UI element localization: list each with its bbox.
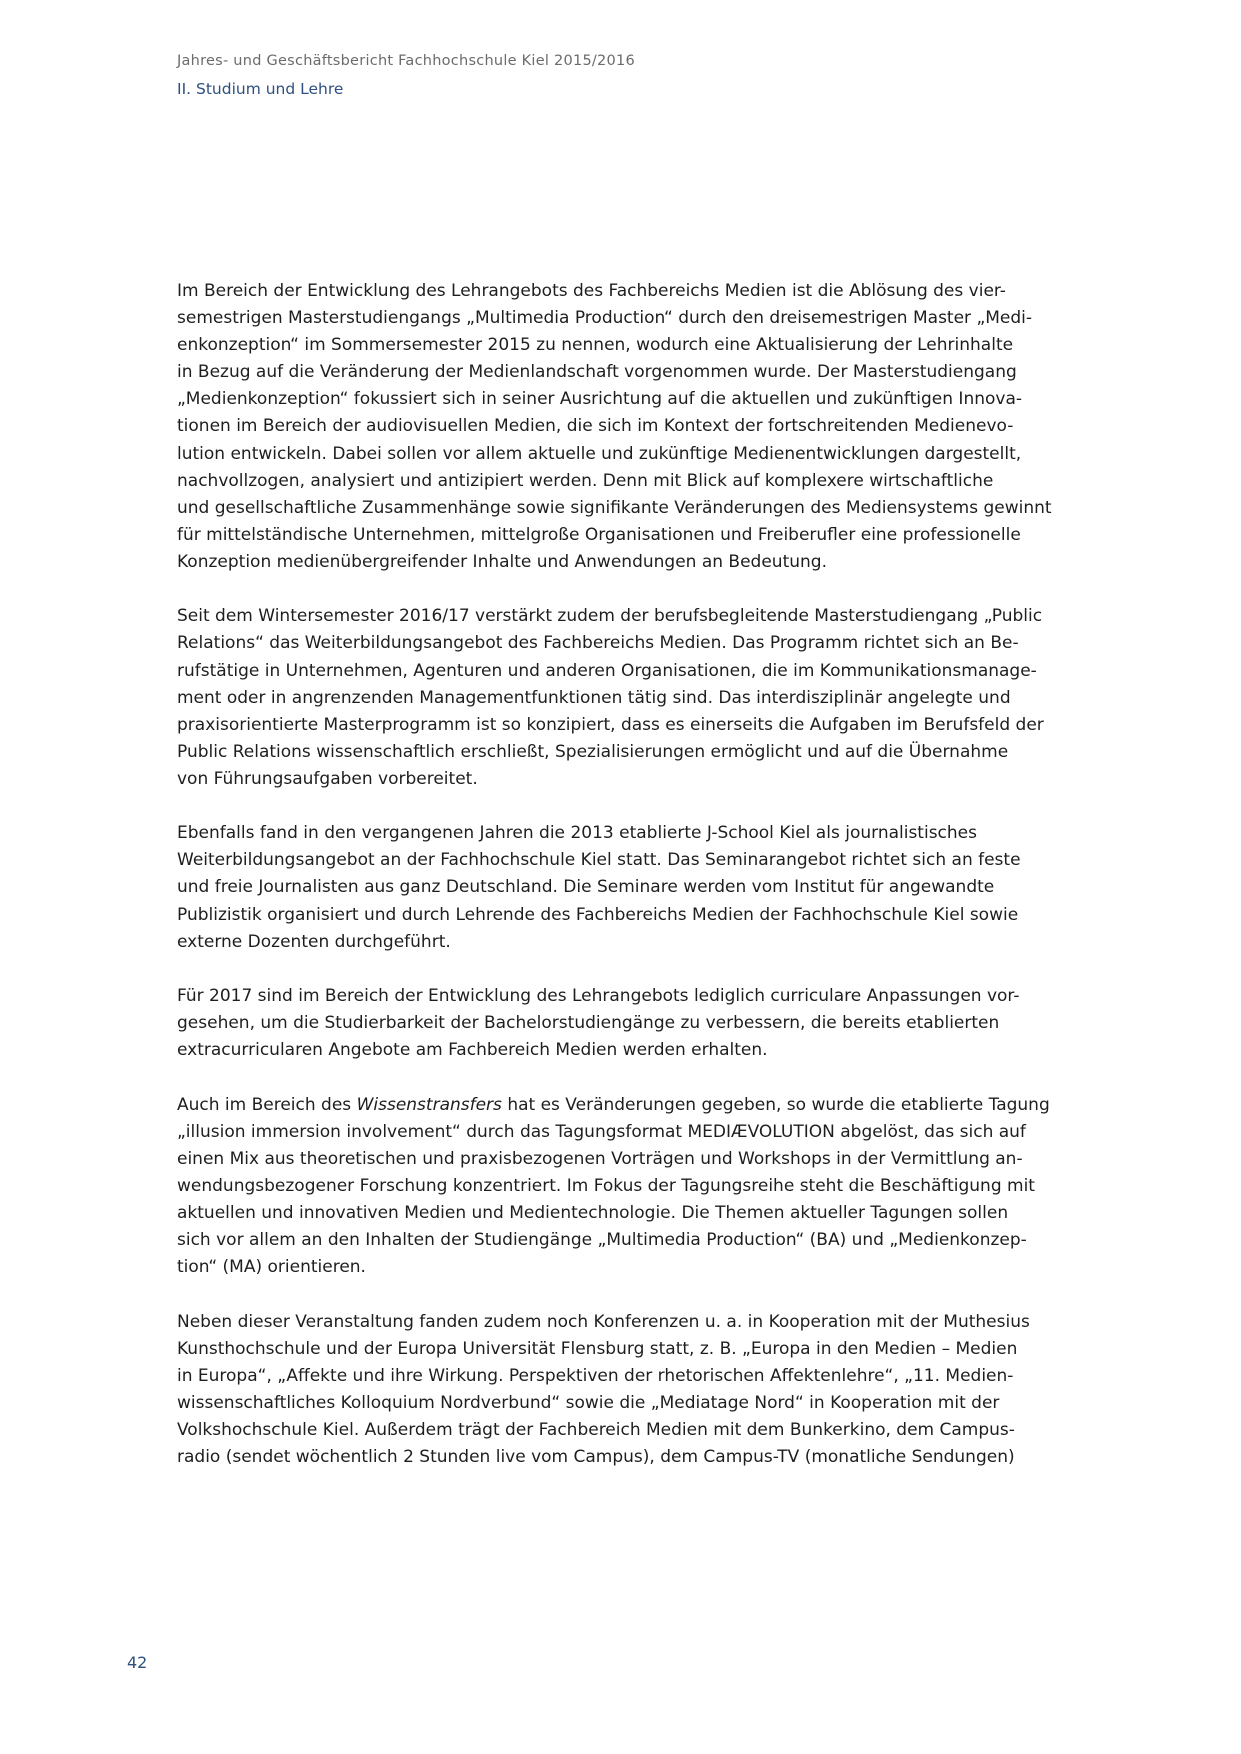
text-line: in Europa“, „Affekte und ihre Wirkung. Perspektiven der rhetorischen Affektenlehre“, „11. Medien- (177, 1365, 1014, 1386)
text-line: Weiterbildungsangebot an der Fachhochschule Kiel statt. Das Seminarangebot richtet sich an feste (177, 850, 1021, 871)
paragraph-j-school (177, 820, 1021, 955)
text-line: semestrigen Masterstudiengangs „Multimedia Production“ durch den dreisemestrigen Master „Medi- (177, 308, 1033, 329)
body-text (177, 278, 1052, 1498)
paragraph-wissenstransfer (177, 1092, 1050, 1282)
text-line: sich vor allem an den Inhalten der Studiengänge „Multimedia Production“ (BA) und „Medienkonzep- (177, 1230, 1027, 1251)
text-line: Public Relations wissenschaftlich erschließt, Spezialisierungen ermöglicht und auf die Übernahme (177, 741, 1009, 762)
text-line: Neben dieser Veranstaltung fanden zudem noch Konferenzen u. a. in Kooperation mit der Muthesius (177, 1311, 1030, 1332)
text-line: „Medienkonzeption“ fokussiert sich in seiner Ausrichtung auf die aktuellen und zukünftigen Innova- (177, 389, 1023, 410)
text-line: tionen im Bereich der audiovisuellen Medien, die sich im Kontext der fortschreitenden Medienevo- (177, 416, 1014, 437)
text-line: Für 2017 sind im Bereich der Entwicklung des Lehrangebots lediglich curriculare Anpassungen vor- (177, 986, 1020, 1007)
text-line: wissenschaftliches Kolloquium Nordverbund“ sowie die „Mediatage Nord“ in Kooperation mit der (177, 1392, 1000, 1413)
paragraph-konferenzen (177, 1309, 1030, 1472)
text-line: Im Bereich der Entwicklung des Lehrangebots des Fachbereichs Medien ist die Ablösung des vier- (177, 281, 1006, 301)
text-line: enkonzeption“ im Sommersemester 2015 zu nennen, wodurch eine Aktualisierung der Lehrinhalte (177, 335, 1014, 356)
text-line: Konzeption medienübergreifender Inhalte und Anwendungen an Bedeutung. (177, 551, 827, 572)
text-line: Relations“ das Weiterbildungsangebot des Fachbereichs Medien. Das Programm richtet sich an Be- (177, 633, 1019, 654)
text-run: hat es Veränderungen gegeben, so wurde die etablierte Tagung (501, 1094, 1050, 1115)
text-line: einen Mix aus theoretischen und praxisbezogenen Vorträgen und Workshops in der Vermittlung an- (177, 1148, 1023, 1169)
paragraph-2017 (177, 983, 1020, 1064)
running-header-report-title: Jahres- und Geschäftsbericht Fachhochschule Kiel 2015/2016 (177, 53, 635, 69)
text-line: ment oder in angrenzenden Managementfunktionen tätig sind. Das interdisziplinär angelegte und (177, 687, 1011, 708)
text-line: Ebenfalls fand in den vergangenen Jahren die 2013 etablierte J-School Kiel als journalistisches (177, 823, 977, 844)
text-line: Publizistik organisiert und durch Lehrende des Fachbereichs Medien der Fachhochschule Kiel sowie (177, 904, 1019, 925)
text-line: für mittelständische Unternehmen, mittelgroße Organisationen und Freiberufler eine professionelle (177, 524, 1021, 545)
text-line: rufstätige in Unternehmen, Agenturen und anderen Organisationen, die im Kommunikationsmanage- (177, 660, 1037, 681)
text-line: „illusion immersion involvement“ durch das Tagungsformat MEDIÆVOLUTION abgelöst, das sich auf (177, 1121, 1026, 1142)
text-line: wendungsbezogener Forschung konzentriert. Im Fokus der Tagungsreihe steht die Beschäftigung mit (177, 1175, 1035, 1196)
running-header-section-title: II. Studium und Lehre (177, 80, 344, 98)
text-line: gesehen, um die Studierbarkeit der Bachelorstudiengänge zu verbessern, die bereits etablierten (177, 1013, 1000, 1034)
text-line: radio (sendet wöchentlich 2 Stunden live vom Campus), dem Campus-TV (monatliche Sendungen) (177, 1447, 1015, 1468)
text-line: in Bezug auf die Veränderung der Medienlandschaft vorgenommen wurde. Der Masterstudiengang (177, 362, 1017, 383)
text-line: Seit dem Wintersemester 2016/17 verstärkt zudem der berufsbegleitende Masterstudiengang „Public (177, 606, 1043, 627)
paragraph-public-relations (177, 603, 1044, 793)
text-line (177, 1092, 1050, 1119)
text-line: von Führungsaufgaben vorbereitet. (177, 768, 478, 789)
text-line: aktuellen und innovativen Medien und Medientechnologie. Die Themen aktueller Tagungen sollen (177, 1203, 1009, 1223)
text-line: nachvollzogen, analysiert und antizipiert werden. Denn mit Blick auf komplexere wirtschaftliche (177, 470, 994, 491)
text-line: Kunsthochschule und der Europa Universität Flensburg statt, z. B. „Europa in den Medien – Medien (177, 1338, 1018, 1359)
text-line: extracurricularen Angebote am Fachbereich Medien werden erhalten. (177, 1040, 768, 1061)
text-line: lution entwickeln. Dabei sollen vor allem aktuelle und zukünftige Medienentwicklungen dargestellt, (177, 443, 1022, 464)
text-line: und freie Journalisten aus ganz Deutschland. Die Seminare werden vom Institut für angewandte (177, 877, 995, 898)
text-line: praxisorientierte Masterprogramm ist so konzipiert, dass es einerseits die Aufgaben im Berufsfeld der (177, 714, 1044, 735)
text-line: Volkshochschule Kiel. Außerdem trägt der Fachbereich Medien mit dem Bunkerkino, dem Campus- (177, 1419, 1015, 1440)
text-line: externe Dozenten durchgeführt. (177, 931, 451, 952)
text-run: Auch im Bereich des (177, 1094, 357, 1115)
emphasized-term: Wissenstransfers (356, 1094, 502, 1115)
text-line: und gesellschaftliche Zusammenhänge sowie signifikante Veränderungen des Mediensystems gewinnt (177, 497, 1052, 518)
page-number: 42 (127, 1653, 148, 1672)
paragraph-lehrangebot (177, 278, 1052, 576)
text-line: tion“ (MA) orientieren. (177, 1257, 366, 1278)
